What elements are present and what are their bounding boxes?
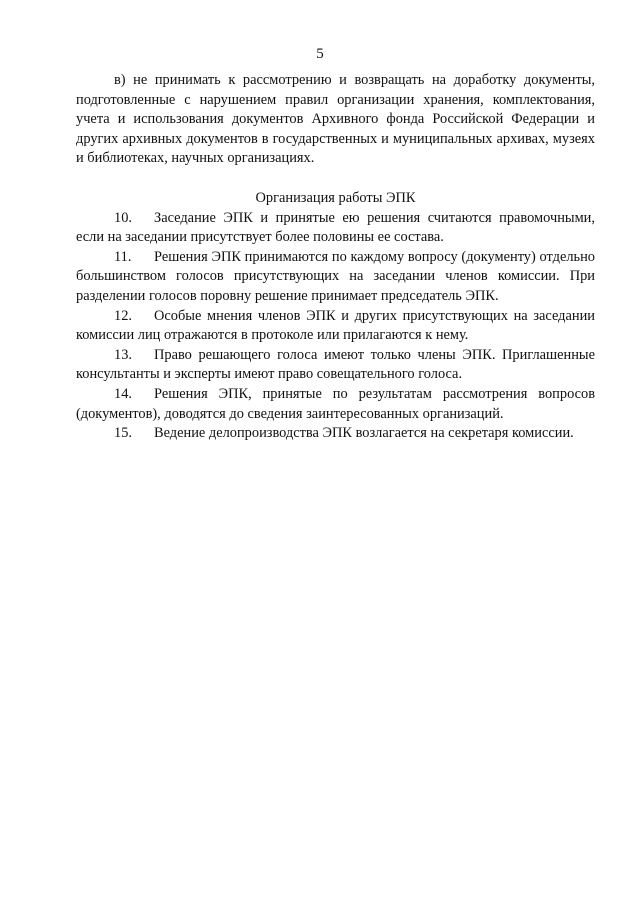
list-item bbox=[76, 424, 595, 444]
list-item bbox=[76, 209, 595, 248]
list-item bbox=[76, 346, 595, 385]
item-text: Ведение делопроизводства ЭПК возлагается на секретаря комиссии. bbox=[154, 425, 574, 442]
document-body bbox=[76, 71, 595, 444]
list-item bbox=[76, 385, 595, 424]
item-number: 10. bbox=[114, 209, 132, 226]
list-item bbox=[76, 248, 595, 307]
item-text: Заседание ЭПК и принятые ею решения считаются правомочными, если на заседании присутствует более половины ее состава. bbox=[76, 209, 595, 246]
item-number: 12. bbox=[114, 307, 132, 324]
item-number: 15. bbox=[114, 425, 132, 442]
page-number: 5 bbox=[316, 46, 324, 62]
item-text: Право решающего голоса имеют только члены ЭПК. Приглашенные консультанты и эксперты имеют право совещательного голоса. bbox=[76, 346, 595, 383]
section-heading: Организация работы ЭПК bbox=[255, 189, 416, 206]
list-item bbox=[76, 307, 595, 346]
item-text: Решения ЭПК, принятые по результатам рассмотрения вопросов (документов), доводятся до сведения заинтересованных организаций. bbox=[76, 385, 595, 422]
item-number: 11. bbox=[114, 248, 132, 265]
intro-paragraph: в) не принимать к рассмотрению и возвращать на доработку документы, подготовленные с нарушением правил организации хранения, комплектования, учета и использования документов Архивного фонда Российской Федерации и других архивных документов в государственных и муниципальных архивах, музеях и библиотеках, научных организациях. bbox=[76, 72, 595, 167]
item-number: 14. bbox=[114, 385, 132, 402]
item-number: 13. bbox=[114, 346, 132, 363]
item-text: Решения ЭПК принимаются по каждому вопросу (документу) отдельно большинством голосов присутствующих на заседании членов комиссии. При разделении голосов поровну решение принимает председатель ЭПК. bbox=[76, 248, 595, 304]
item-text: Особые мнения членов ЭПК и других присутствующих на заседании комиссии лиц отражаются в протоколе или прилагаются к нему. bbox=[76, 307, 595, 344]
